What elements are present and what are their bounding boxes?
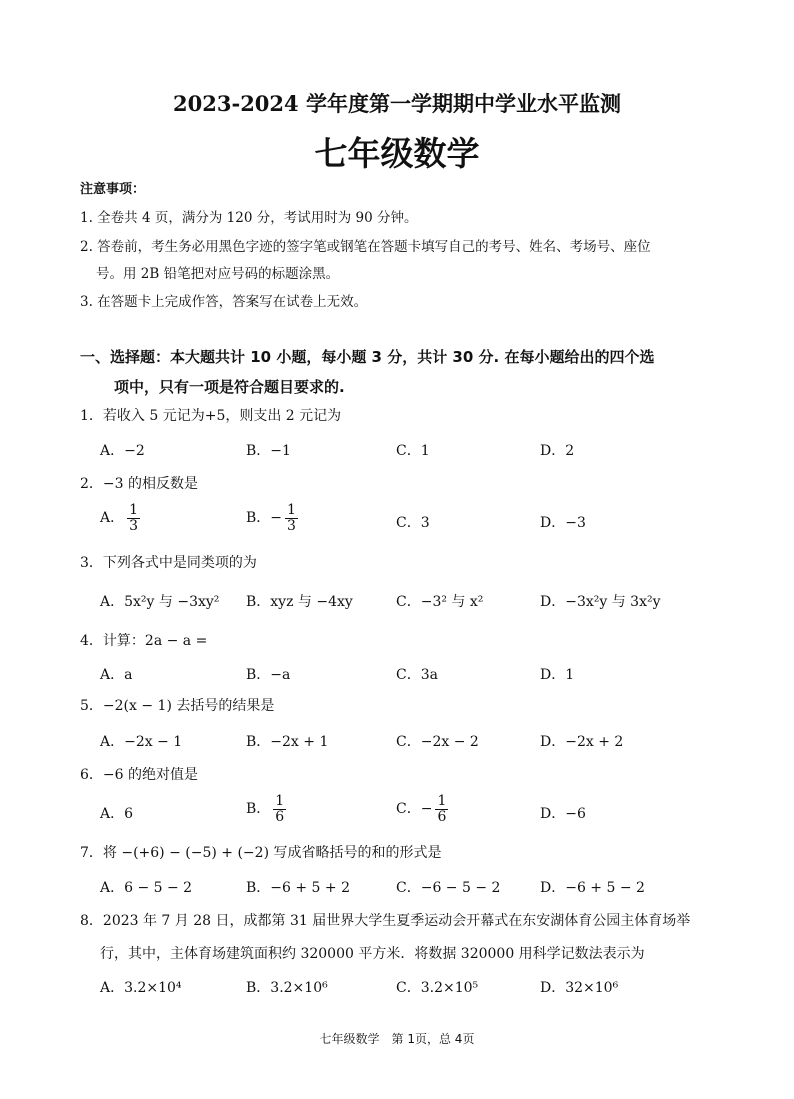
question-stem: 7．将 −(+6) − (−5) + (−2) 写成省略括号的和的形式是 [80, 845, 442, 861]
option-d: D．−3 [540, 515, 586, 531]
note-item: 1. 全卷共 4 页，满分为 120 分，考试用时为 90 分钟。 [80, 210, 418, 226]
option-a: A．6 − 5 − 2 [100, 880, 193, 896]
option-prefix: B． [246, 801, 271, 818]
option-b [246, 503, 298, 533]
denominator: 3 [287, 517, 296, 534]
question-stem: 8．2023 年 7 月 28 日，成都第 31 届世界大学生夏季运动会开幕式在东安湖体育公园主体育场举 [80, 913, 691, 929]
option-c: C．−3² 与 x² [396, 594, 484, 610]
question-stem: 3．下列各式中是同类项的为 [80, 555, 257, 571]
option-d: D．−3x²y 与 3x²y [540, 594, 661, 610]
notes-heading: 注意事项： [80, 182, 146, 197]
option-b: B．3.2×10⁶ [246, 980, 328, 996]
option-c: C．3 [396, 515, 430, 531]
note-item: 2. 答卷前，考生务必用黑色字迹的签字笔或钢笔在答题卡填写自己的考号、姓名、考场号、座位 [80, 239, 651, 255]
section-heading-cont: 项中，只有一项是符合题目要求的. [114, 378, 345, 396]
option-a: A．−2 [100, 443, 145, 459]
fraction [285, 503, 298, 533]
option-a: A．6 [100, 806, 134, 822]
fraction [273, 794, 286, 824]
numerator: 1 [437, 793, 447, 809]
option-a [100, 503, 140, 533]
denominator: 3 [129, 517, 139, 534]
fraction [435, 794, 448, 824]
numerator: 1 [287, 502, 296, 518]
option-prefix: C．− [396, 801, 433, 818]
exam-title: 2023-2024 学年度第一学期期中学业水平监测 [173, 91, 621, 116]
option-c: C．3.2×10⁵ [396, 980, 479, 996]
option-c: C．−2x − 2 [396, 734, 479, 750]
question-stem: 5．−2(x − 1) 去括号的结果是 [80, 698, 275, 714]
denominator: 6 [275, 808, 285, 825]
option-a: A．a [100, 667, 133, 683]
option-c [396, 794, 448, 824]
option-d: D．−2x + 2 [540, 734, 624, 750]
option-d: D．32×10⁶ [540, 980, 619, 996]
page-footer: 七年级数学 第 1页，总 4页 [319, 1032, 475, 1046]
option-b: B．−2x + 1 [246, 734, 329, 750]
denominator: 6 [437, 808, 447, 825]
option-c: C．−6 − 5 − 2 [396, 880, 501, 896]
option-a: A．5x²y 与 −3xy² [100, 594, 220, 610]
question-stem: 1．若收入 5 元记为+5，则支出 2 元记为 [80, 408, 342, 424]
subject-title: 七年级数学 [314, 134, 480, 173]
option-b [246, 794, 286, 824]
question-stem: 6．−6 的绝对值是 [80, 767, 198, 783]
section-heading: 一、选择题：本大题共计 10 小题，每小题 3 分，共计 30 分. 在每小题给出的四个选 [80, 348, 655, 366]
option-d: D．1 [540, 667, 575, 683]
question-stem: 4．计算：2a − a = [80, 633, 208, 649]
question-stem: 2．−3 的相反数是 [80, 476, 198, 492]
option-b: B．−1 [246, 443, 291, 459]
option-d: D．−6 [540, 806, 586, 822]
option-a: A．−2x − 1 [100, 734, 183, 750]
option-b: B．−6 + 5 + 2 [246, 880, 351, 896]
note-item: 号。用 2B 铅笔把对应号码的标题涂黑。 [96, 266, 340, 282]
fraction [127, 503, 140, 533]
numerator: 1 [275, 793, 285, 809]
numerator: 1 [129, 502, 139, 518]
option-c: C．1 [396, 443, 430, 459]
option-d: D．−6 + 5 − 2 [540, 880, 645, 896]
option-b: B．xyz 与 −4xy [246, 594, 353, 610]
option-prefix: B．− [246, 510, 283, 527]
option-a: A．3.2×10⁴ [100, 980, 182, 996]
note-item: 3. 在答题卡上完成作答，答案写在试卷上无效。 [80, 294, 368, 310]
option-b: B．−a [246, 667, 291, 683]
option-d: D．2 [540, 443, 575, 459]
option-prefix: A． [100, 510, 125, 527]
option-c: C．3a [396, 667, 438, 683]
question-stem-cont: 行，其中，主体育场建筑面积约 320000 平方米．将数据 320000 用科学记数法表示为 [100, 946, 645, 962]
